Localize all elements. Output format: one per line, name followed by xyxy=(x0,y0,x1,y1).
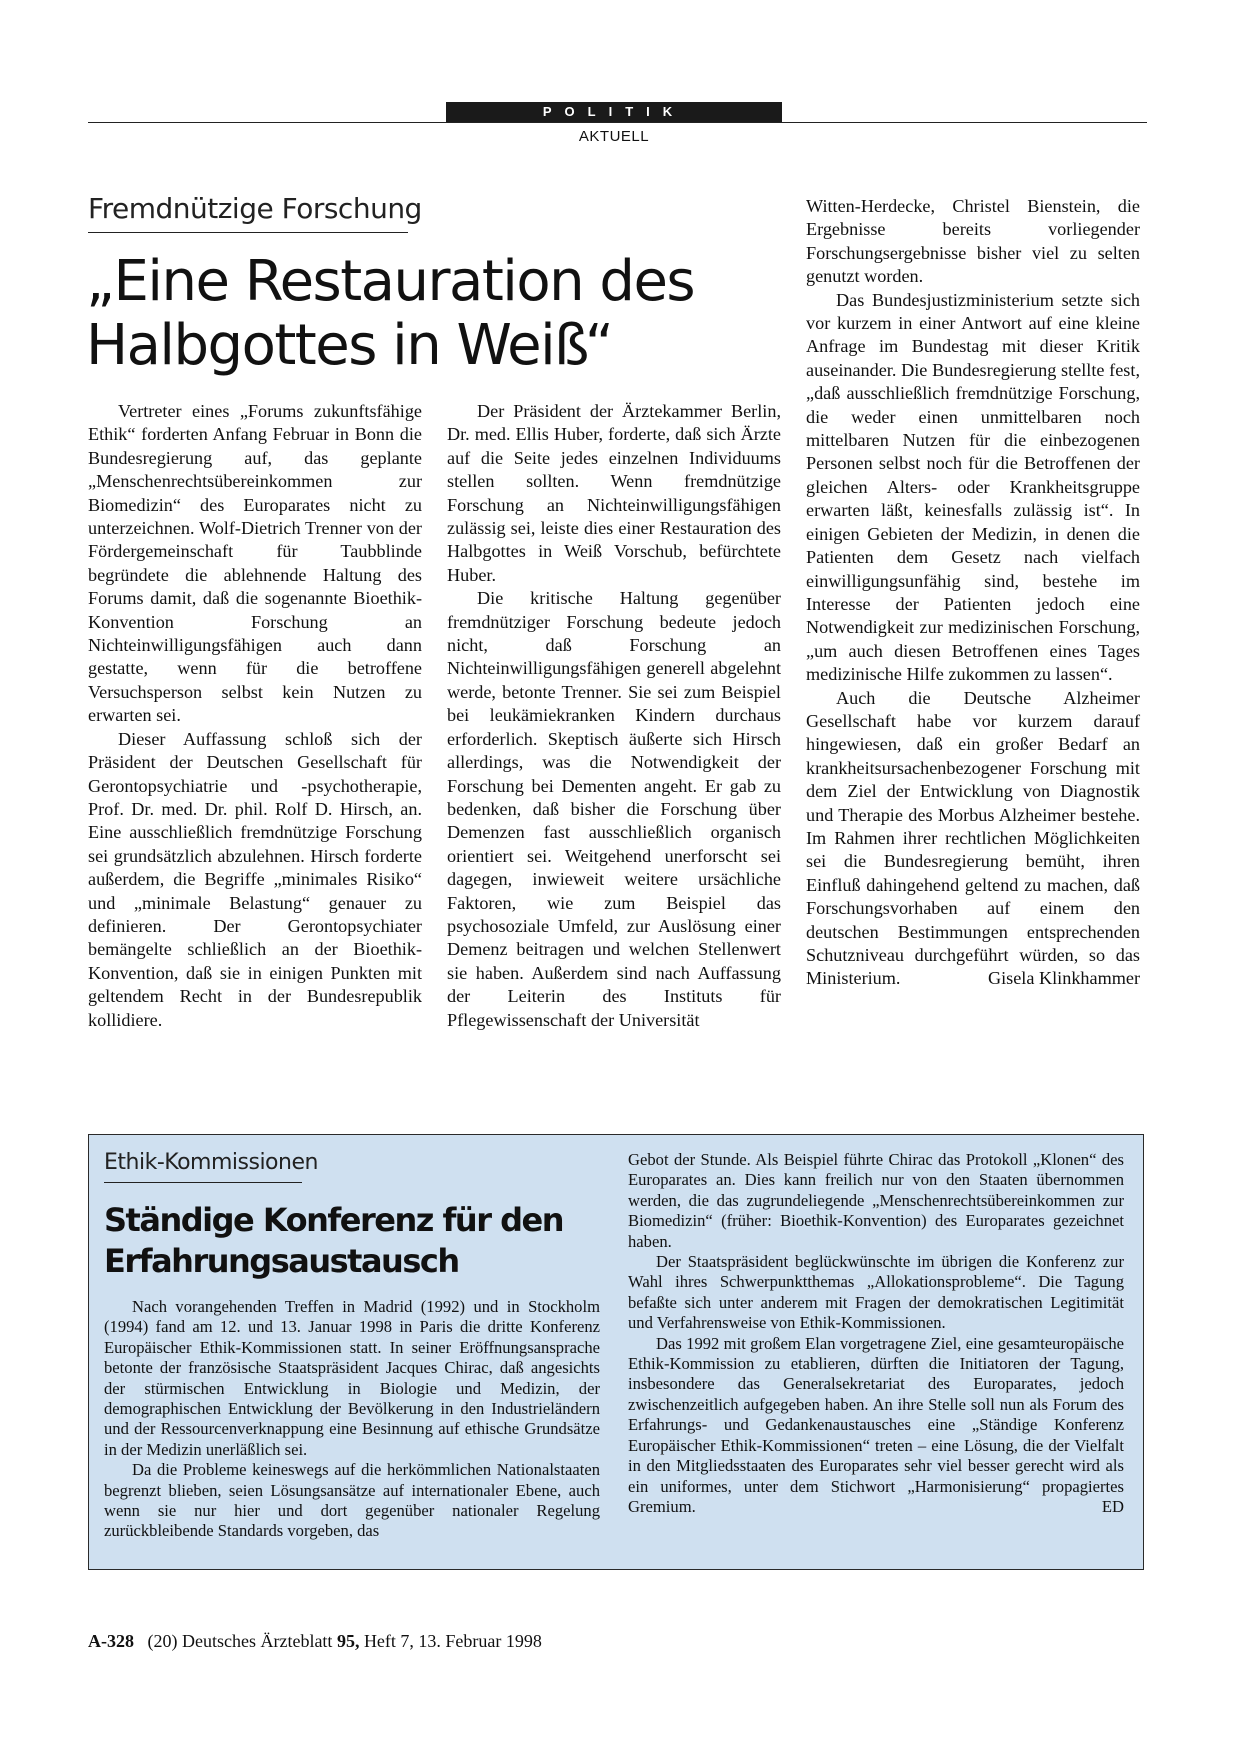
article-kicker: Fremdnützige Forschung xyxy=(88,192,422,225)
paragraph xyxy=(628,1334,1124,1518)
article-column-1 xyxy=(88,400,422,1032)
box-kicker-underline xyxy=(104,1182,302,1183)
kicker-underline xyxy=(88,232,408,233)
box-kicker: Ethik-Kommissionen xyxy=(104,1150,318,1175)
box-headline xyxy=(104,1200,624,1282)
box-column-1 xyxy=(104,1297,600,1542)
box-headline-line-1: Ständige Konferenz für den xyxy=(104,1201,564,1239)
article-headline xyxy=(86,250,706,378)
paragraph: Witten-Herdecke, Christel Bienstein, die Ergebnisse bereits vorliegender Forschungsergebnisse bisher viel zu selten genutzt worden. xyxy=(806,196,1140,287)
headline-line-2: Halbgottes in Weiß“ xyxy=(86,313,613,378)
paragraph-text: Das 1992 mit großem Elan vorgetragene Ziel, eine gesamteuropäische Ethik-Kommission zu etablieren, dürften die Initiatoren der Tagung, insbesondere das Generalsekretariat des Europarates, jedoch zwischenzeitlich aufgegeben haben. An ihre Stelle soll nun als Forum des Erfahrungs- und Gedankenaustausches eine „Ständige Konferenz Europäischer Ethik-Kommissionen“ treten – eine Lösung, die der Vielfalt in den Mitgliedsstaaten des Europarates sehr viel besser gerecht wird als ein uniformes, unter dem Stichwort „Harmonisierung“ propagiertes Gremium. xyxy=(628,1333,1124,1516)
box-headline-line-2: Erfahrungsaustausch xyxy=(104,1242,459,1280)
subsection-label: AKTUELL xyxy=(578,128,650,145)
paragraph xyxy=(806,687,1140,991)
citation-suffix: Heft 7, 13. Februar 1998 xyxy=(363,1631,542,1651)
section-label: POLITIK xyxy=(446,102,782,122)
article-column-3 xyxy=(806,195,1140,991)
box-column-2 xyxy=(628,1150,1124,1517)
header-rule xyxy=(88,122,1147,123)
paragraph: Vertreter eines „Forums zukunftsfähige Ethik“ forderten Anfang Februar in Bonn die Bundesregierung auf, das geplante „Menschenrechtsübereinkommen zur Biomedizin“ des Europarates nicht zu unterzeichnen. Wolf-Dietrich Trenner von der Fördergemeinschaft für Taubblinde begründete die ablehnende Haltung des Forums damit, daß die sogenannte Bioethik-Konvention Forschung an Nichteinwilligungsfähigen auch dann gestatte, wenn für die betroffene Versuchsperson selbst kein Nutzen zu erwarten sei. xyxy=(88,401,422,726)
paragraph: Der Staatspräsident beglückwünschte im übrigen die Konferenz zur Wahl ihres Schwerpunktthemas „Allokationsprobleme“. Die Tagung befaßte sich unter anderem mit Fragen der demokratischen Legitimität und Verfahrensweise von Ethik-Kommissionen. xyxy=(628,1252,1124,1333)
volume-number: 95, xyxy=(336,1631,360,1651)
box-author: ED xyxy=(1101,1496,1124,1516)
citation-prefix: (20) Deutsches Ärzteblatt xyxy=(147,1631,333,1651)
paragraph: Da die Probleme keineswegs auf die herkömmlichen Nationalstaaten begrenzt blieben, seien Lösungsansätze auf internationaler Ebene, auch wenn sie nur hier und dort gegenüber nationaler Regelung zurückbleibende Standards vorgeben, das xyxy=(104,1460,600,1541)
page-footer xyxy=(88,1631,542,1652)
article-column-2 xyxy=(447,400,781,1032)
headline-line-1: „Eine Restauration des xyxy=(86,249,695,314)
paragraph: Dieser Auffassung schloß sich der Präsident der Deutschen Gesellschaft für Gerontopsychiatrie und -psychotherapie, Prof. Dr. med. Dr. phil. Rolf D. Hirsch, an. Eine ausschließlich fremdnützige Forschung sei grundsätzlich abzulehnen. Hirsch forderte außerdem, die Begriffe „minimales Risiko“ und „minimale Belastung“ genauer zu definieren. Der Gerontopsychiater bemängelte schließlich an der Bioethik-Konvention, daß sie in einigen Punkten mit geltendem Recht in der Bundesrepublik kollidiere. xyxy=(88,728,422,1030)
paragraph: Das Bundesjustizministerium setzte sich vor kurzem in einer Antwort auf eine kleine Anfrage im Bundestag mit dieser Kritik auseinander. Die Bundesregierung stellte fest, „daß ausschließlich fremdnützige Forschung, die weder einen unmittelbaren noch mittelbaren Nutzen für die einbezogenen Personen selbst noch für die Betroffenen der gleichen Alters- oder Krankheitsgruppe erwarten läßt, keinesfalls zulässig ist“. In einigen Gebieten der Medizin, in denen die Patienten dem Gesetz nach vielfach einwilligungsunfähig sind, bestehe im Interesse der Patienten jedoch eine Notwendigkeit zur medizinischen Forschung, „um auch diesen Betroffenen eines Tages medizinische Hilfe zukommen zu lassen“. xyxy=(806,289,1140,685)
article-author: Gisela Klinkhammer xyxy=(987,968,1140,989)
paragraph: Nach vorangehenden Treffen in Madrid (1992) und in Stockholm (1994) fand am 12. und 13. Januar 1998 in Paris die dritte Konferenz Europäischer Ethik-Kommissionen statt. In seiner Eröffnungsansprache betonte der französische Staatspräsident Jacques Chirac, daß angesichts der stürmischen Entwicklung in Biologie und Medizin, der demographischen Entwicklung der Bevölkerung in den Industrieländern und der Ressourcenverknappung eine Besinnung auf ethische Grundsätze in der Medizin unerläßlich sei. xyxy=(104,1297,600,1459)
page-number: A-328 xyxy=(88,1631,134,1651)
paragraph: Gebot der Stunde. Als Beispiel führte Chirac das Protokoll „Klonen“ des Europarates an. Dies kann freilich nur von den Staaten übernommen werden, die das zugrundeliegende „Menschenrechtsübereinkommen zur Biomedizin“ (früher: Bioethik-Konvention) des Europarates gezeichnet haben. xyxy=(628,1150,1124,1251)
paragraph: Der Präsident der Ärztekammer Berlin, Dr. med. Ellis Huber, forderte, daß sich Ärzte auf die Seite jedes einzelnen Individuums stellen sollten. Wenn fremdnützige Forschung an Nichteinwilligungsfähigen zulässig sei, leiste dies einer Restauration des Halbgottes in Weiß Vorschub, befürchtete Huber. xyxy=(447,401,781,585)
paragraph: Die kritische Haltung gegenüber fremdnütziger Forschung bedeute jedoch nicht, daß Forschung an Nichteinwilligungsfähigen generell abgelehnt werde, betonte Trenner. Sie sei zum Beispiel bei leukämiekranken Kindern durchaus erforderlich. Skeptisch äußerte sich Hirsch allerdings, was die Notwendigkeit der Forschung bei Dementen angeht. Er gab zu bedenken, daß bisher die Forschung über Demenzen fast ausschließlich organisch orientiert sei. Weitgehend unerforscht sei dagegen, inwieweit weitere ursächliche Faktoren, wie zum Beispiel das psychosoziale Umfeld, zur Auslösung einer Demenz beitragen und welchen Stellenwert sie haben. Außerdem sind nach Auffassung der Leiterin des Instituts für Pflegewissenschaft der Universität xyxy=(447,588,781,1030)
paragraph-text: Auch die Deutsche Alzheimer Gesellschaft habe vor kurzem darauf hingewiesen, daß ein großer Bedarf an krankheitsursachenbezogener Forschung mit dem Ziel der Entwicklung von Diagnostik und Therapie des Morbus Alzheimer bestehe. Im Rahmen ihrer rechtlichen Möglichkeiten sei die Bundesregierung bemüht, ihren Einfluß dahingehend geltend zu machen, daß Forschungsvorhaben auf einem den deutschen Bestimmungen entsprechenden Schutzniveau durchgeführt würden, so das Ministerium. xyxy=(806,687,1140,989)
